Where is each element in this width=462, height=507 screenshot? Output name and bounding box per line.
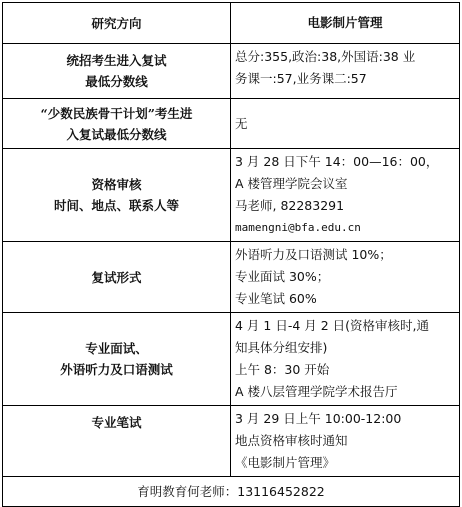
value-line: 马老师, 82283291 bbox=[235, 198, 345, 213]
label-line: 专业面试、 bbox=[85, 341, 148, 356]
contact-email: mamengni@bfa.edu.cn bbox=[235, 221, 361, 234]
value-line: 外语听力及口语测试 10%； bbox=[235, 247, 392, 262]
table-row bbox=[3, 313, 460, 406]
label-line: 外语听力及口语测试 bbox=[60, 362, 173, 377]
value-line: 专业面试 30%； bbox=[235, 269, 330, 284]
value-line: 专业笔试 60% bbox=[235, 291, 317, 306]
label-line: 资格审核 bbox=[91, 177, 142, 192]
unified-exam-min-score-label bbox=[3, 44, 231, 99]
value-line: 上午 8：30 开始 bbox=[235, 362, 330, 377]
qualification-review-label bbox=[3, 149, 231, 242]
minority-plan-min-score-value bbox=[231, 99, 460, 149]
label-line: 专业笔试 bbox=[91, 415, 142, 430]
qualification-review-value bbox=[231, 149, 460, 242]
value-line: 《电影制片管理》 bbox=[235, 455, 336, 470]
written-exam-label bbox=[3, 406, 231, 477]
contact-footer: 育明教育何老师：13116452822 bbox=[3, 477, 460, 507]
label-line: 入复试最低分数线 bbox=[66, 126, 167, 142]
value-line: 地点资格审核时通知 bbox=[235, 433, 348, 448]
table-row bbox=[3, 44, 460, 99]
value-line: 总分:355,政治:38,外国语:38 业 bbox=[235, 49, 416, 64]
table-row bbox=[3, 149, 460, 242]
value-line: A 楼八层管理学院学术报告厅 bbox=[235, 384, 398, 399]
table-row bbox=[3, 99, 460, 149]
interview-and-listening-test-value bbox=[231, 313, 460, 406]
interview-and-listening-test-label bbox=[3, 313, 231, 406]
retest-format-label bbox=[3, 242, 231, 313]
minority-plan-min-score-label bbox=[3, 99, 231, 149]
value-line: 4 月 1 日-4 月 2 日(资格审核时,通 bbox=[235, 318, 430, 333]
written-exam-value bbox=[231, 406, 460, 477]
label-line: 复试形式 bbox=[91, 269, 142, 285]
research-direction-header: 研究方向 bbox=[3, 3, 231, 44]
label-line: 时间、地点、联系人等 bbox=[53, 198, 179, 213]
footer-row bbox=[3, 477, 460, 507]
table-row bbox=[3, 406, 460, 477]
label-line: “少数民族骨干计划”考生进 bbox=[40, 105, 193, 121]
label-line: 统招考生进入复试 bbox=[66, 53, 167, 68]
retest-format-value bbox=[231, 242, 460, 313]
value-line: A 楼管理学院会议室 bbox=[235, 176, 348, 191]
admission-info-table bbox=[2, 2, 460, 507]
film-production-management-header: 电影制片管理 bbox=[231, 3, 460, 44]
value-line: 无 bbox=[235, 115, 248, 131]
value-line: 3 月 29 日上午 10:00-12:00 bbox=[235, 411, 402, 426]
value-line: 3 月 28 日下午 14：00—16：00， bbox=[235, 154, 439, 169]
label-line: 最低分数线 bbox=[85, 74, 148, 89]
table-row bbox=[3, 242, 460, 313]
value-line: 务课一:57,业务课二:57 bbox=[235, 71, 367, 86]
header-row bbox=[3, 3, 460, 44]
value-line: 知具体分组安排) bbox=[235, 340, 328, 355]
unified-exam-min-score-value bbox=[231, 44, 460, 99]
